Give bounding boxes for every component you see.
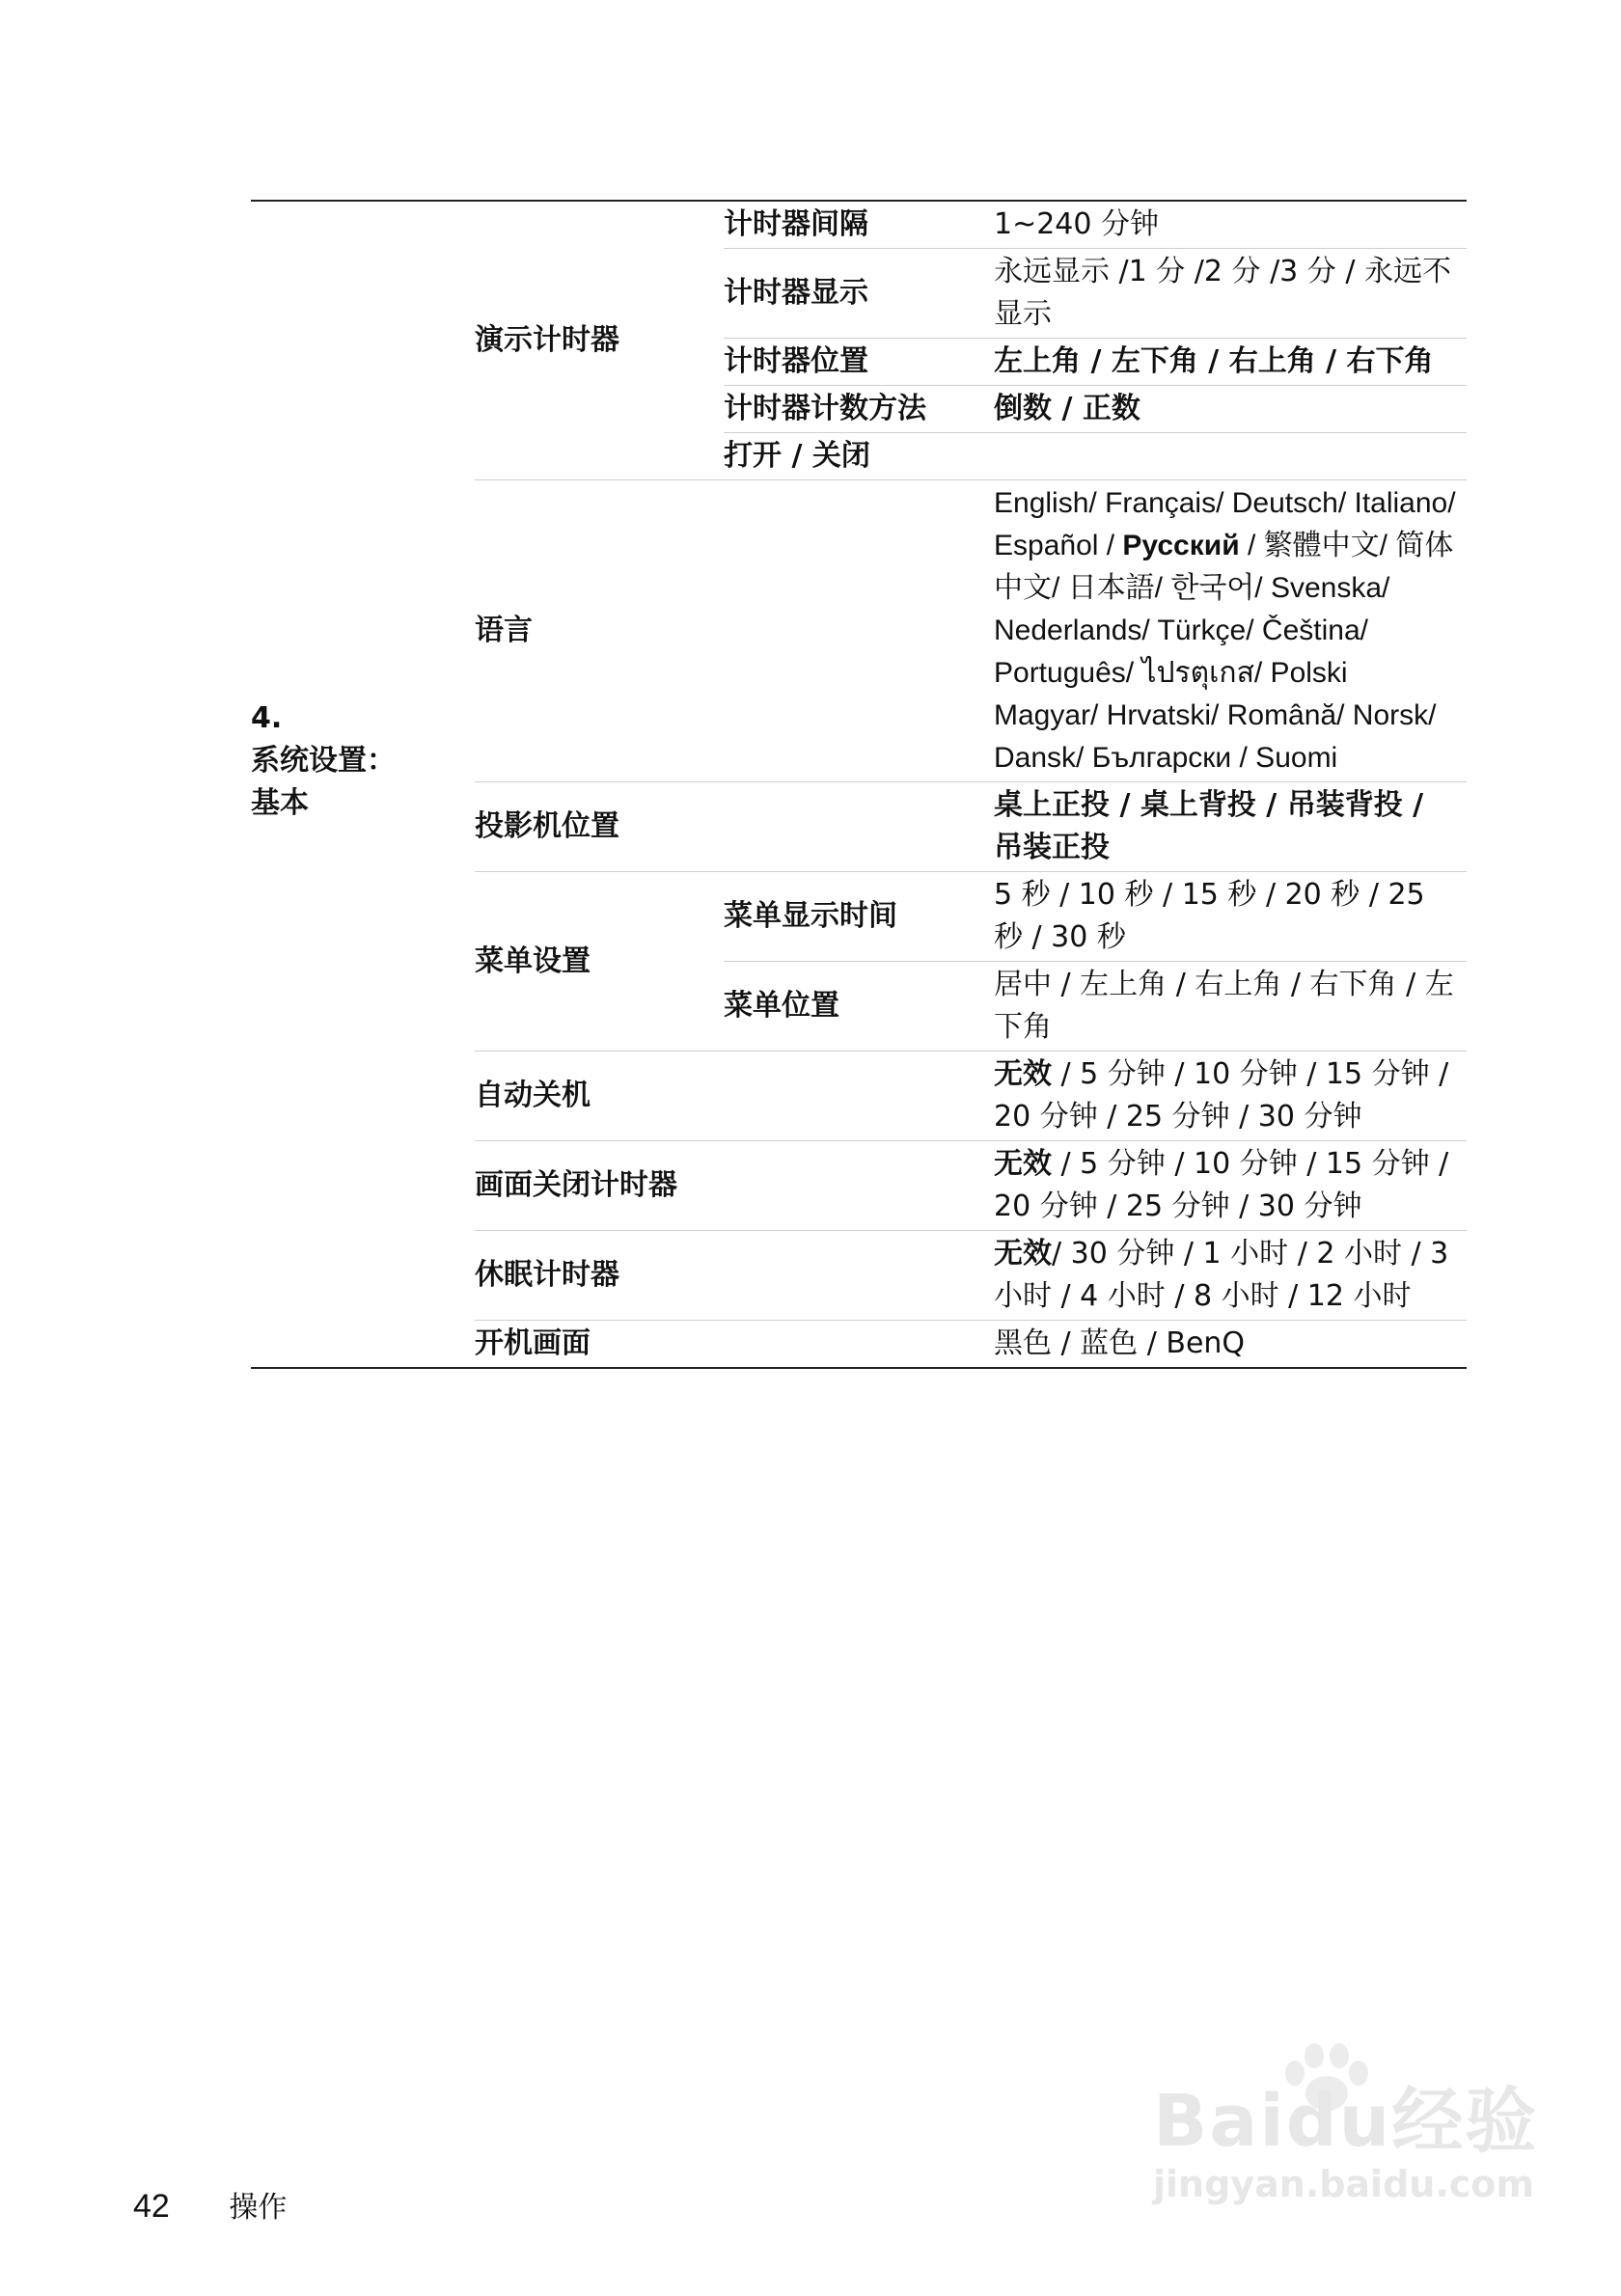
sleep-timer-value-options: / 30 分钟 / 1 小时 / 2 小时 / 3 小时 / 4 小时 / 8 小时 / 12 小时 bbox=[994, 1237, 1449, 1313]
timer-count-method-label: 计时器计数方法 bbox=[724, 386, 994, 433]
auto-off-value bbox=[994, 1052, 1467, 1141]
language-label: 语言 bbox=[475, 480, 724, 782]
page-number: 42 bbox=[133, 2188, 170, 2225]
timer-display-label: 计时器显示 bbox=[724, 249, 994, 339]
menu-display-time-value: 5 秒 / 10 秒 / 15 秒 / 20 秒 / 25 秒 / 30 秒 bbox=[994, 872, 1467, 962]
timer-position-label: 计时器位置 bbox=[724, 339, 994, 386]
sleep-timer-value bbox=[994, 1231, 1467, 1321]
sleep-timer-sub-empty bbox=[724, 1231, 994, 1321]
watermark-brand: Baidu经验 bbox=[1153, 2080, 1539, 2163]
footer-title: 操作 bbox=[229, 2191, 288, 2225]
blank-timer-sub-empty bbox=[724, 1141, 994, 1231]
settings-table bbox=[251, 200, 1467, 1369]
language-sub-empty bbox=[724, 480, 994, 782]
section-cell-empty bbox=[251, 1321, 475, 1369]
auto-off-label: 自动关机 bbox=[475, 1052, 724, 1141]
table-row bbox=[251, 201, 1467, 249]
timer-on-off-label: 打开 / 关闭 bbox=[724, 433, 994, 480]
table-row bbox=[251, 1321, 1467, 1369]
section-number: 4. bbox=[251, 700, 283, 735]
section-heading bbox=[251, 201, 475, 1321]
blank-timer-value-disabled: 无效 bbox=[994, 1147, 1052, 1181]
settings-table-container bbox=[251, 200, 1467, 1369]
blank-timer-label: 画面关闭计时器 bbox=[475, 1141, 724, 1231]
menu-position-label: 菜单位置 bbox=[724, 962, 994, 1052]
projector-position-value: 桌上正投 / 桌上背投 / 吊装背投 / 吊装正投 bbox=[994, 782, 1467, 872]
blank-timer-value bbox=[994, 1141, 1467, 1231]
timer-position-value: 左上角 / 左下角 / 右上角 / 右下角 bbox=[994, 339, 1467, 386]
watermark-url: jingyan.baidu.com bbox=[1153, 2163, 1534, 2205]
language-options-b: / 繁體中文/ 简体中文/ 日本語/ 한국어/ Svenska/ Nederlands/ Türkçe/ Čeština/ Português/ ไปรตุเกส/ Polski Magyar/ Hrvatski/ Română/ Norsk/ Dansk/ Български / Suomi bbox=[994, 530, 1454, 774]
menu-display-time-label: 菜单显示时间 bbox=[724, 872, 994, 962]
presentation-timer-label: 演示计时器 bbox=[475, 323, 619, 357]
projector-position-label: 投影机位置 bbox=[475, 782, 724, 872]
watermark bbox=[1153, 2064, 1538, 2205]
splash-screen-sub-empty bbox=[724, 1321, 994, 1369]
section-subtitle: 基本 bbox=[251, 785, 309, 820]
auto-off-sub-empty bbox=[724, 1052, 994, 1141]
splash-screen-value: 黑色 / 蓝色 / BenQ bbox=[994, 1321, 1467, 1369]
menu-settings-label: 菜单设置 bbox=[475, 872, 724, 1052]
timer-count-method-value: 倒数 / 正数 bbox=[994, 386, 1467, 433]
timer-on-off-value bbox=[994, 433, 1467, 480]
language-option-russian: Русский bbox=[1122, 530, 1240, 561]
splash-screen-label: 开机画面 bbox=[475, 1321, 724, 1369]
projector-position-sub-empty bbox=[724, 782, 994, 872]
sleep-timer-value-disabled: 无效 bbox=[994, 1237, 1052, 1271]
auto-off-value-disabled: 无效 bbox=[994, 1057, 1052, 1091]
section-title: 系统设置： bbox=[251, 743, 396, 778]
blank-timer-value-options: / 5 分钟 / 10 分钟 / 15 分钟 / 20 分钟 / 25 分钟 / 30 分钟 bbox=[994, 1147, 1449, 1223]
timer-display-value: 永远显示 /1 分 /2 分 /3 分 / 永远不显示 bbox=[994, 249, 1467, 339]
sleep-timer-label: 休眠计时器 bbox=[475, 1231, 724, 1321]
menu-position-value: 居中 / 左上角 / 右上角 / 右下角 / 左下角 bbox=[994, 962, 1467, 1052]
auto-off-value-options: / 5 分钟 / 10 分钟 / 15 分钟 / 20 分钟 / 25 分钟 / 30 分钟 bbox=[994, 1057, 1449, 1134]
timer-interval-value: 1~240 分钟 bbox=[994, 207, 1160, 241]
language-value bbox=[994, 480, 1467, 782]
language-options-a: English/ Français/ Deutsch/ Italiano/ Español / bbox=[994, 487, 1456, 561]
timer-interval-label: 计时器间隔 bbox=[724, 207, 868, 241]
page-footer bbox=[133, 2183, 287, 2226]
